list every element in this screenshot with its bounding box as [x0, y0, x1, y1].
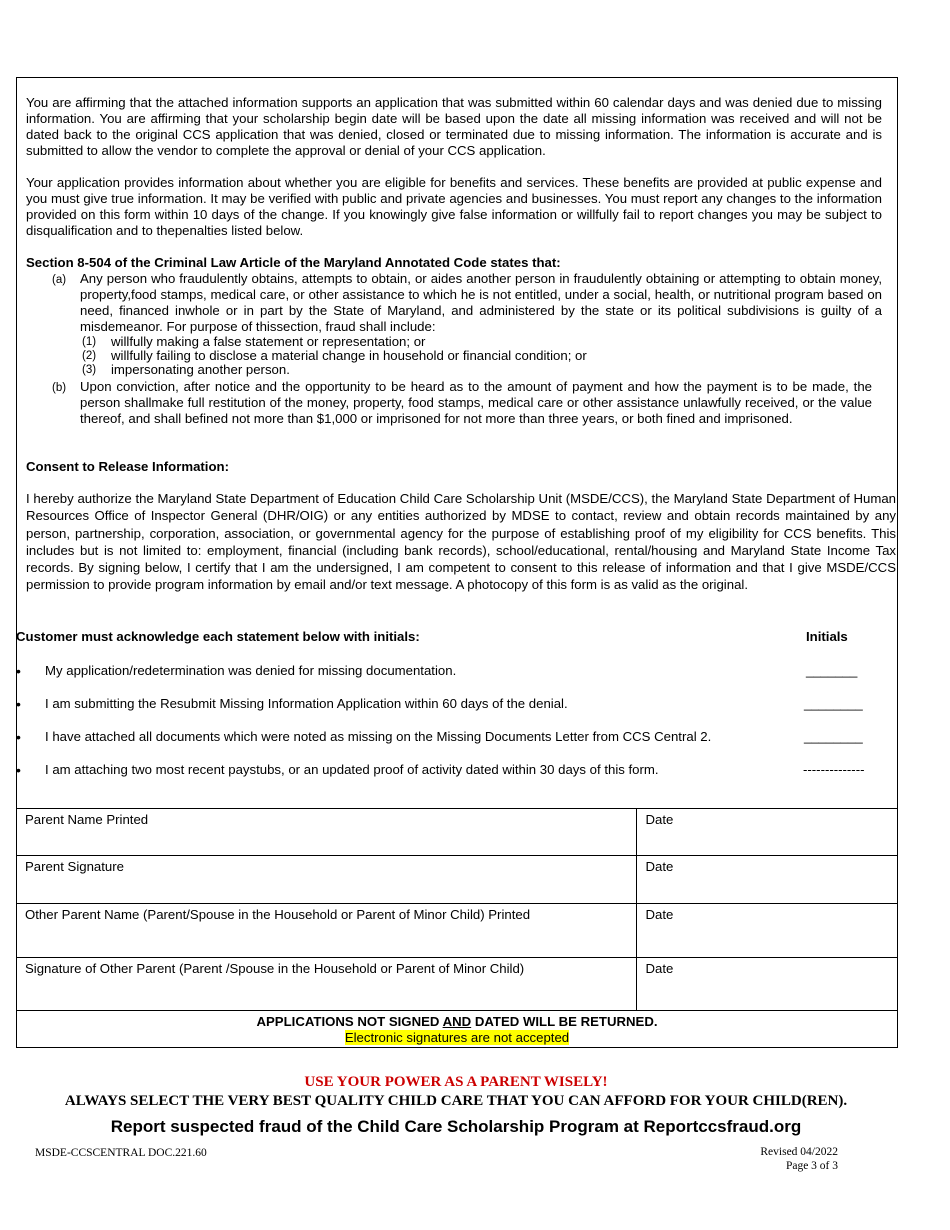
bullet-icon: • [16, 762, 21, 778]
advice: ALWAYS SELECT THE VERY BEST QUALITY CHILD CARE THAT YOU CAN AFFORD FOR YOUR CHILD(REN). [64, 1093, 848, 1109]
date-field[interactable] [636, 809, 898, 856]
bullet-icon: • [16, 663, 21, 679]
law-item-a-label: (a) [52, 274, 67, 286]
warning-row [16, 1011, 898, 1051]
intro-paragraph-1: You are affirming that the attached information supports an application that was submitted within 60 calendar days and was denied due to missing information. You are affirming that your scholarship begin date will be based upon the date all missing information was received and will not be dated back to the original CCS application that was denied, closed or terminated due to missing information. The information is accurate and is submitted to allow the vendor to complete the approval or denial of your CCS application. [26, 95, 882, 158]
ack-statement [16, 663, 886, 681]
other-parent-signature-field[interactable] [16, 958, 636, 1011]
unsigned-warning: APPLICATIONS NOT SIGNED AND DATED WILL BE RETURNED. [256, 1014, 658, 1029]
intro-paragraph-2: Your application provides information about whether you are eligible for benefits and services. These benefits are provided at public expense and you must give true information. It may be verified with public and private agencies and businesses. You must report any changes to the information provided on this form within 10 days of the change. If you knowingly give false information or willfully fail to report changes you may be subject to disqualification and to thepenalties listed below. [26, 175, 882, 238]
bullet-icon: • [16, 696, 21, 712]
signature-row [16, 856, 898, 904]
law-subitem-text: willfully failing to disclose a material change in household or financial condition; or [111, 348, 587, 363]
ack-statement [16, 762, 886, 780]
ack-statement [16, 729, 886, 747]
other-parent-name-field[interactable] [16, 904, 636, 958]
law-item-b-label: (b) [52, 382, 67, 394]
page-number: Page 3 of 3 [785, 1160, 838, 1172]
law-heading: Section 8-504 of the Criminal Law Article of the Maryland Annotated Code states that: [26, 255, 561, 270]
date-field[interactable] [636, 958, 898, 1011]
law-subitem-number: (3) [82, 364, 97, 376]
fraud-report-line: Report suspected fraud of the Child Care Scholarship Program at Reportccsfraud.org [110, 1117, 802, 1136]
initials-line[interactable]: ________ [804, 729, 863, 744]
signature-row [16, 904, 898, 958]
ack-statement [16, 696, 886, 714]
parent-name-field[interactable] [16, 809, 636, 856]
field-label: Signature of Other Parent (Parent /Spouse in the Household or Parent of Minor Child) [25, 961, 525, 976]
signature-row [16, 809, 898, 856]
initials-line[interactable]: ________ [804, 696, 863, 711]
date-field[interactable] [636, 856, 898, 904]
bullet-icon: • [16, 729, 21, 745]
field-label: Parent Name Printed [25, 812, 149, 827]
ack-statement-text: I am submitting the Resubmit Missing Information Application within 60 days of the denial. [45, 696, 568, 711]
field-label: Parent Signature [25, 859, 124, 874]
revised-date: Revised 04/2022 [760, 1146, 838, 1158]
law-item-b-text: Upon conviction, after notice and the opportunity to be heard as to the amount of payment and how the payment is to be made, the person shallmake full restitution of the money, property, food stamps, medical care or other assistance unlawfully received, or the value thereof, and shall befined not more than $1,000 or imprisoned for not more than three years, or both fined and imprisoned. [80, 379, 872, 426]
signature-row [16, 958, 898, 1011]
initials-line[interactable]: -------------- [803, 762, 865, 777]
warning-cell [16, 1011, 898, 1051]
field-label: Other Parent Name (Parent/Spouse in the Household or Parent of Minor Child) Printed [25, 907, 531, 922]
consent-heading: Consent to Release Information: [26, 459, 229, 474]
date-label: Date [645, 961, 674, 976]
parent-signature-field[interactable] [16, 856, 636, 904]
date-field[interactable] [636, 904, 898, 958]
date-label: Date [645, 812, 674, 827]
ack-statement-text: I am attaching two most recent paystubs, or an updated proof of activity dated within 30 days of this form. [45, 762, 659, 777]
initials-header: Initials [806, 629, 848, 644]
law-subitem-number: (1) [82, 336, 97, 348]
slogan: USE YOUR POWER AS A PARENT WISELY! [304, 1074, 608, 1090]
law-subitem-number: (2) [82, 350, 97, 362]
date-label: Date [645, 907, 674, 922]
acknowledge-heading: Customer must acknowledge each statement below with initials: [16, 629, 420, 644]
initials-line[interactable]: _______ [806, 663, 858, 678]
signature-table [16, 808, 898, 1050]
electronic-signature-note: Electronic signatures are not accepted [344, 1030, 570, 1045]
consent-text: I hereby authorize the Maryland State Department of Education Child Care Scholarship Unit (MSDE/CCS), the Maryland State Department of Human Resources Office of Inspector General (DHR/OIG) or any entities authorized by MDSE to contact, review and obtain records maintained by any person, partnership, corporation, association, or governmental agency for the purpose of establishing proof of my eligibility for CCS benefits. This includes but is not limited to: employment, financial (including bank records), school/educational, rental/housing and Maryland State Income Tax records. By signing below, I certify that I am the undersigned, I am competent to consent to this release of information and that I give MSDE/CCS permission to provide program information by email and/or text message. A photocopy of this form is as valid as the original. [26, 491, 896, 593]
doc-id: MSDE-CCSCENTRAL DOC.221.60 [35, 1147, 207, 1159]
law-subitem-text: willfully making a false statement or representation; or [111, 334, 426, 349]
date-label: Date [645, 859, 674, 874]
ack-statement-text: My application/redetermination was denied for missing documentation. [45, 663, 457, 678]
law-item-a-text: Any person who fraudulently obtains, attempts to obtain, or aides another person in fraudulently obtaining or attempting to obtain money, property,food stamps, medical care, or other assistance to which he is not entitled, under a social, health, or nutritional program based on need, financed inwhole or in part by the State of Maryland, and administered by the state or its political subdivisions is guilty of a misdemeanor. For purpose of thissection, fraud shall include: [80, 271, 882, 334]
law-subitem-text: impersonating another person. [111, 362, 290, 377]
ack-statement-text: I have attached all documents which were noted as missing on the Missing Documents Letter from CCS Central 2. [45, 729, 712, 744]
